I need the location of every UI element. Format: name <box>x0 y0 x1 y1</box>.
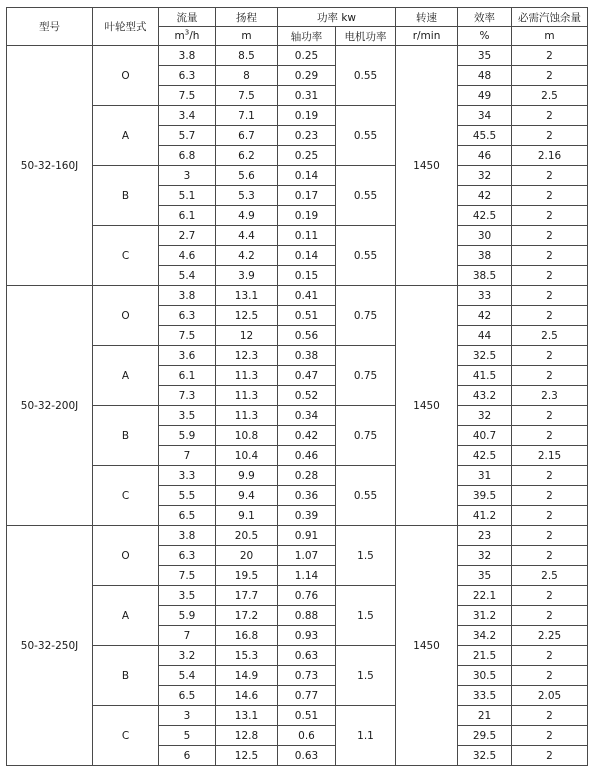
head-cell: 10.4 <box>216 446 278 466</box>
impeller-type-cell: B <box>93 406 159 466</box>
flow-cell: 3 <box>159 166 216 186</box>
efficiency-cell: 32 <box>458 166 512 186</box>
head-cell: 11.3 <box>216 406 278 426</box>
head-cell: 12.3 <box>216 346 278 366</box>
shaft-power-cell: 0.28 <box>278 466 336 486</box>
flow-cell: 6.5 <box>159 506 216 526</box>
shaft-power-cell: 0.63 <box>278 646 336 666</box>
shaft-power-cell: 0.88 <box>278 606 336 626</box>
flow-unit-sup: 3 <box>184 28 190 37</box>
efficiency-cell: 21 <box>458 706 512 726</box>
head-cell: 12 <box>216 326 278 346</box>
npsh-cell: 2 <box>512 366 588 386</box>
table-body <box>7 46 588 766</box>
header-power: 功率 kw <box>278 8 396 27</box>
shaft-power-cell: 1.07 <box>278 546 336 566</box>
shaft-power-cell: 0.63 <box>278 746 336 766</box>
npsh-cell: 2.3 <box>512 386 588 406</box>
npsh-cell: 2 <box>512 466 588 486</box>
head-cell: 12.8 <box>216 726 278 746</box>
flow-cell: 5.9 <box>159 426 216 446</box>
head-cell: 14.6 <box>216 686 278 706</box>
impeller-type-cell: O <box>93 46 159 106</box>
flow-cell: 6.5 <box>159 686 216 706</box>
shaft-power-cell: 0.15 <box>278 266 336 286</box>
npsh-cell: 2 <box>512 666 588 686</box>
flow-cell: 6.1 <box>159 366 216 386</box>
efficiency-cell: 29.5 <box>458 726 512 746</box>
flow-cell: 3.8 <box>159 286 216 306</box>
motor-power-cell: 1.5 <box>336 586 396 646</box>
npsh-cell: 2 <box>512 246 588 266</box>
head-cell: 10.8 <box>216 426 278 446</box>
motor-power-cell: 0.55 <box>336 466 396 526</box>
shaft-power-cell: 0.19 <box>278 106 336 126</box>
shaft-power-cell: 0.25 <box>278 46 336 66</box>
flow-cell: 3.2 <box>159 646 216 666</box>
shaft-power-cell: 0.25 <box>278 146 336 166</box>
flow-cell: 6 <box>159 746 216 766</box>
impeller-type-cell: A <box>93 106 159 166</box>
table-row <box>7 106 588 126</box>
npsh-cell: 2.16 <box>512 146 588 166</box>
efficiency-cell: 30.5 <box>458 666 512 686</box>
efficiency-cell: 45.5 <box>458 126 512 146</box>
flow-cell: 5.7 <box>159 126 216 146</box>
head-cell: 13.1 <box>216 706 278 726</box>
flow-cell: 2.7 <box>159 226 216 246</box>
npsh-cell: 2 <box>512 406 588 426</box>
shaft-power-cell: 0.34 <box>278 406 336 426</box>
motor-power-cell: 1.5 <box>336 526 396 586</box>
table-row <box>7 646 588 666</box>
header-flow-unit <box>159 27 216 46</box>
speed-cell: 1450 <box>396 286 458 526</box>
head-cell: 13.1 <box>216 286 278 306</box>
efficiency-cell: 21.5 <box>458 646 512 666</box>
efficiency-cell: 38.5 <box>458 266 512 286</box>
table-row <box>7 706 588 726</box>
efficiency-cell: 32 <box>458 406 512 426</box>
shaft-power-cell: 0.31 <box>278 86 336 106</box>
shaft-power-cell: 0.6 <box>278 726 336 746</box>
efficiency-cell: 42 <box>458 306 512 326</box>
efficiency-cell: 39.5 <box>458 486 512 506</box>
npsh-cell: 2 <box>512 166 588 186</box>
shaft-power-cell: 0.76 <box>278 586 336 606</box>
speed-cell: 1450 <box>396 526 458 766</box>
efficiency-cell: 44 <box>458 326 512 346</box>
npsh-cell: 2 <box>512 486 588 506</box>
motor-power-cell: 1.5 <box>336 646 396 706</box>
head-cell: 19.5 <box>216 566 278 586</box>
npsh-cell: 2 <box>512 506 588 526</box>
head-cell: 6.7 <box>216 126 278 146</box>
head-cell: 9.9 <box>216 466 278 486</box>
flow-cell: 6.3 <box>159 546 216 566</box>
impeller-type-cell: A <box>93 586 159 646</box>
head-cell: 16.8 <box>216 626 278 646</box>
efficiency-cell: 33 <box>458 286 512 306</box>
head-cell: 15.3 <box>216 646 278 666</box>
npsh-cell: 2.5 <box>512 86 588 106</box>
npsh-cell: 2 <box>512 746 588 766</box>
head-cell: 17.2 <box>216 606 278 626</box>
motor-power-cell: 0.75 <box>336 286 396 346</box>
header-speed: 转速 <box>396 8 458 27</box>
npsh-cell: 2 <box>512 426 588 446</box>
efficiency-cell: 31 <box>458 466 512 486</box>
head-cell: 4.9 <box>216 206 278 226</box>
motor-power-cell: 0.55 <box>336 46 396 106</box>
flow-cell: 7.5 <box>159 566 216 586</box>
table-row <box>7 586 588 606</box>
head-cell: 9.1 <box>216 506 278 526</box>
efficiency-cell: 42 <box>458 186 512 206</box>
speed-cell: 1450 <box>396 46 458 286</box>
flow-cell: 3.4 <box>159 106 216 126</box>
efficiency-cell: 34.2 <box>458 626 512 646</box>
impeller-type-cell: O <box>93 526 159 586</box>
shaft-power-cell: 0.19 <box>278 206 336 226</box>
shaft-power-cell: 0.17 <box>278 186 336 206</box>
impeller-type-cell: C <box>93 466 159 526</box>
npsh-cell: 2 <box>512 346 588 366</box>
header-npsh: 必需汽蚀余量 <box>512 8 588 27</box>
model-cell: 50-32-250J <box>7 526 93 766</box>
npsh-cell: 2 <box>512 46 588 66</box>
impeller-type-cell: C <box>93 706 159 766</box>
npsh-cell: 2 <box>512 706 588 726</box>
flow-cell: 5.4 <box>159 266 216 286</box>
npsh-cell: 2 <box>512 526 588 546</box>
flow-cell: 6.3 <box>159 306 216 326</box>
header-model: 型号 <box>7 8 93 46</box>
head-cell: 7.5 <box>216 86 278 106</box>
head-cell: 5.3 <box>216 186 278 206</box>
header-speed-unit: r/min <box>396 27 458 46</box>
npsh-cell: 2 <box>512 606 588 626</box>
head-cell: 6.2 <box>216 146 278 166</box>
efficiency-cell: 31.2 <box>458 606 512 626</box>
shaft-power-cell: 0.51 <box>278 706 336 726</box>
header-efficiency: 效率 <box>458 8 512 27</box>
flow-cell: 3.5 <box>159 586 216 606</box>
npsh-cell: 2 <box>512 206 588 226</box>
table-row <box>7 406 588 426</box>
shaft-power-cell: 0.23 <box>278 126 336 146</box>
npsh-cell: 2.05 <box>512 686 588 706</box>
motor-power-cell: 0.75 <box>336 346 396 406</box>
motor-power-cell: 0.75 <box>336 406 396 466</box>
efficiency-cell: 33.5 <box>458 686 512 706</box>
flow-cell: 4.6 <box>159 246 216 266</box>
flow-cell: 3.6 <box>159 346 216 366</box>
flow-unit-base: m <box>174 30 185 42</box>
motor-power-cell: 0.55 <box>336 166 396 226</box>
npsh-cell: 2 <box>512 306 588 326</box>
head-cell: 4.4 <box>216 226 278 246</box>
impeller-type-cell: C <box>93 226 159 286</box>
shaft-power-cell: 0.77 <box>278 686 336 706</box>
efficiency-cell: 49 <box>458 86 512 106</box>
shaft-power-cell: 0.51 <box>278 306 336 326</box>
npsh-cell: 2 <box>512 66 588 86</box>
model-cell: 50-32-200J <box>7 286 93 526</box>
motor-power-cell: 1.1 <box>336 706 396 766</box>
shaft-power-cell: 0.39 <box>278 506 336 526</box>
efficiency-cell: 32.5 <box>458 346 512 366</box>
header-row-1 <box>7 8 588 27</box>
efficiency-cell: 23 <box>458 526 512 546</box>
flow-cell: 5.9 <box>159 606 216 626</box>
efficiency-cell: 22.1 <box>458 586 512 606</box>
head-cell: 4.2 <box>216 246 278 266</box>
shaft-power-cell: 0.47 <box>278 366 336 386</box>
efficiency-cell: 32.5 <box>458 746 512 766</box>
shaft-power-cell: 0.14 <box>278 166 336 186</box>
header-shaft-power: 轴功率 <box>278 27 336 46</box>
flow-cell: 3.5 <box>159 406 216 426</box>
efficiency-cell: 30 <box>458 226 512 246</box>
table-row <box>7 286 588 306</box>
header-npsh-unit: m <box>512 27 588 46</box>
efficiency-cell: 43.2 <box>458 386 512 406</box>
efficiency-cell: 41.5 <box>458 366 512 386</box>
shaft-power-cell: 0.42 <box>278 426 336 446</box>
table-row <box>7 226 588 246</box>
efficiency-cell: 46 <box>458 146 512 166</box>
npsh-cell: 2 <box>512 646 588 666</box>
npsh-cell: 2 <box>512 726 588 746</box>
npsh-cell: 2 <box>512 266 588 286</box>
impeller-type-cell: B <box>93 646 159 706</box>
flow-cell: 7.5 <box>159 326 216 346</box>
flow-cell: 6.3 <box>159 66 216 86</box>
npsh-cell: 2 <box>512 106 588 126</box>
efficiency-cell: 38 <box>458 246 512 266</box>
npsh-cell: 2.5 <box>512 566 588 586</box>
efficiency-cell: 42.5 <box>458 446 512 466</box>
npsh-cell: 2 <box>512 186 588 206</box>
head-cell: 8.5 <box>216 46 278 66</box>
table-row <box>7 526 588 546</box>
flow-cell: 3.8 <box>159 526 216 546</box>
flow-cell: 5.5 <box>159 486 216 506</box>
table-row <box>7 346 588 366</box>
head-cell: 5.6 <box>216 166 278 186</box>
shaft-power-cell: 0.93 <box>278 626 336 646</box>
header-head: 扬程 <box>216 8 278 27</box>
shaft-power-cell: 0.56 <box>278 326 336 346</box>
npsh-cell: 2.15 <box>512 446 588 466</box>
pump-performance-table <box>6 7 588 766</box>
shaft-power-cell: 0.14 <box>278 246 336 266</box>
shaft-power-cell: 0.91 <box>278 526 336 546</box>
header-flow: 流量 <box>159 8 216 27</box>
impeller-type-cell: A <box>93 346 159 406</box>
shaft-power-cell: 0.52 <box>278 386 336 406</box>
head-cell: 11.3 <box>216 366 278 386</box>
efficiency-cell: 35 <box>458 46 512 66</box>
head-cell: 20 <box>216 546 278 566</box>
flow-cell: 7.5 <box>159 86 216 106</box>
header-head-unit: m <box>216 27 278 46</box>
shaft-power-cell: 1.14 <box>278 566 336 586</box>
head-cell: 14.9 <box>216 666 278 686</box>
head-cell: 12.5 <box>216 746 278 766</box>
npsh-cell: 2 <box>512 546 588 566</box>
efficiency-cell: 32 <box>458 546 512 566</box>
flow-cell: 5.4 <box>159 666 216 686</box>
flow-unit-tail: /h <box>189 30 200 42</box>
efficiency-cell: 35 <box>458 566 512 586</box>
table-header <box>7 8 588 46</box>
model-cell: 50-32-160J <box>7 46 93 286</box>
header-impeller: 叶轮型式 <box>93 8 159 46</box>
table-row <box>7 166 588 186</box>
shaft-power-cell: 0.41 <box>278 286 336 306</box>
shaft-power-cell: 0.73 <box>278 666 336 686</box>
head-cell: 7.1 <box>216 106 278 126</box>
npsh-cell: 2 <box>512 126 588 146</box>
shaft-power-cell: 0.46 <box>278 446 336 466</box>
efficiency-cell: 42.5 <box>458 206 512 226</box>
npsh-cell: 2 <box>512 586 588 606</box>
head-cell: 12.5 <box>216 306 278 326</box>
header-efficiency-unit: % <box>458 27 512 46</box>
npsh-cell: 2.5 <box>512 326 588 346</box>
head-cell: 3.9 <box>216 266 278 286</box>
head-cell: 9.4 <box>216 486 278 506</box>
npsh-cell: 2.25 <box>512 626 588 646</box>
flow-cell: 5.1 <box>159 186 216 206</box>
motor-power-cell: 0.55 <box>336 226 396 286</box>
npsh-cell: 2 <box>512 286 588 306</box>
flow-cell: 6.8 <box>159 146 216 166</box>
flow-cell: 3.3 <box>159 466 216 486</box>
motor-power-cell: 0.55 <box>336 106 396 166</box>
shaft-power-cell: 0.36 <box>278 486 336 506</box>
npsh-cell: 2 <box>512 226 588 246</box>
impeller-type-cell: B <box>93 166 159 226</box>
table-row <box>7 46 588 66</box>
flow-cell: 7 <box>159 446 216 466</box>
impeller-type-cell: O <box>93 286 159 346</box>
flow-cell: 7 <box>159 626 216 646</box>
efficiency-cell: 34 <box>458 106 512 126</box>
flow-cell: 3 <box>159 706 216 726</box>
shaft-power-cell: 0.11 <box>278 226 336 246</box>
head-cell: 11.3 <box>216 386 278 406</box>
flow-cell: 6.1 <box>159 206 216 226</box>
efficiency-cell: 48 <box>458 66 512 86</box>
head-cell: 17.7 <box>216 586 278 606</box>
head-cell: 8 <box>216 66 278 86</box>
header-motor-power: 电机功率 <box>336 27 396 46</box>
flow-cell: 5 <box>159 726 216 746</box>
table-row <box>7 466 588 486</box>
efficiency-cell: 40.7 <box>458 426 512 446</box>
head-cell: 20.5 <box>216 526 278 546</box>
flow-cell: 7.3 <box>159 386 216 406</box>
flow-cell: 3.8 <box>159 46 216 66</box>
shaft-power-cell: 0.29 <box>278 66 336 86</box>
shaft-power-cell: 0.38 <box>278 346 336 366</box>
efficiency-cell: 41.2 <box>458 506 512 526</box>
